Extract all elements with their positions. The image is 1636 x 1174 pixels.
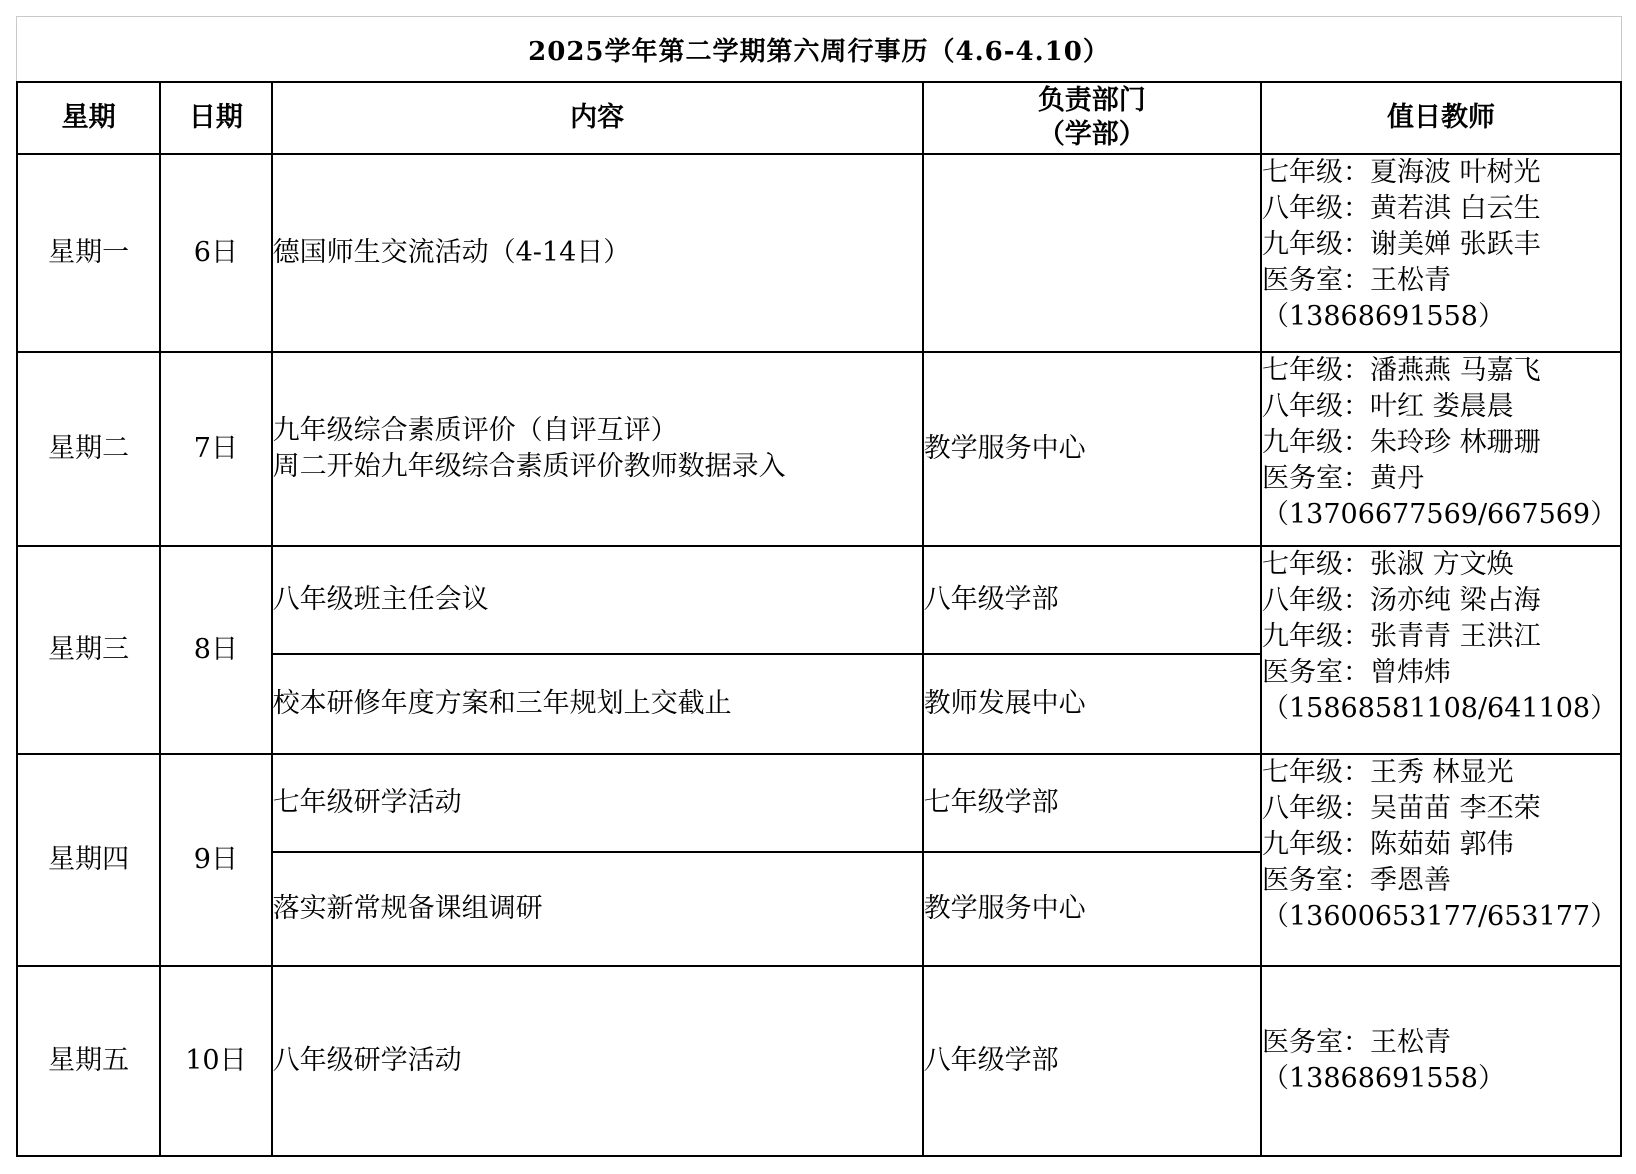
duty-line: 医务室：黄丹: [1261, 463, 1424, 494]
duty-line: （15868581108/641108）: [1261, 693, 1618, 724]
dept-cell: [923, 154, 1261, 352]
content-cell: [272, 352, 923, 546]
content-line: 落实新常规备课组调研: [272, 893, 543, 924]
duty-line: 九年级：谢美婵 张跃丰: [1261, 229, 1541, 260]
duty-line: 八年级：叶红 娄晨晨: [1261, 391, 1514, 422]
duty-line: （13706677569/667569）: [1261, 499, 1618, 530]
duty-line: 七年级：张淑 方文焕: [1261, 549, 1514, 580]
day-cell: 星期五: [17, 966, 160, 1156]
duty-line: （13868691558）: [1261, 1063, 1505, 1094]
duty-line: 医务室：季恩善: [1261, 865, 1451, 896]
header-date: 日期: [160, 82, 271, 154]
content-cell: [272, 754, 923, 852]
duty-cell: [1261, 754, 1621, 966]
duty-line: 医务室：曾炜炜: [1261, 657, 1451, 688]
header-duty: 值日教师: [1261, 82, 1621, 154]
content-cell: [272, 154, 923, 352]
duty-cell: [1261, 546, 1621, 754]
dept-cell: 教师发展中心: [923, 654, 1261, 754]
dept-cell: 七年级学部: [923, 754, 1261, 852]
duty-line: 七年级：王秀 林显光: [1261, 757, 1514, 788]
content-cell: [272, 852, 923, 966]
duty-line: 九年级：张青青 王洪江: [1261, 621, 1541, 652]
content-cell: [272, 966, 923, 1156]
duty-line: 七年级：潘燕燕 马嘉飞: [1261, 355, 1541, 386]
date-cell: 10日: [160, 966, 271, 1156]
duty-line: （13868691558）: [1261, 301, 1505, 332]
date-cell: 6日: [160, 154, 271, 352]
duty-line: 医务室：王松青: [1261, 1027, 1451, 1058]
content-cell: [272, 654, 923, 754]
header-content: 内容: [272, 82, 923, 154]
duty-line: 七年级：夏海波 叶树光: [1261, 157, 1541, 188]
duty-cell: [1261, 154, 1621, 352]
header-row: [17, 82, 1621, 154]
content-line: 校本研修年度方案和三年规划上交截止: [272, 688, 732, 719]
table-row: [17, 754, 1621, 852]
dept-cell: 八年级学部: [923, 546, 1261, 654]
schedule-table: [16, 81, 1622, 1157]
duty-line: 医务室：王松青: [1261, 265, 1451, 296]
duty-line: （13600653177/653177）: [1261, 901, 1618, 932]
header-dept: [923, 82, 1261, 154]
content-line: 九年级综合素质评价（自评互评）: [272, 415, 678, 446]
date-cell: 8日: [160, 546, 271, 754]
duty-line: 八年级：吴苗苗 李丕荣: [1261, 793, 1541, 824]
content-line: 周二开始九年级综合素质评价教师数据录入: [272, 451, 786, 482]
content-line: 七年级研学活动: [272, 787, 462, 818]
page-title: 2025学年第二学期第六周行事历（4.6-4.10）: [16, 16, 1622, 81]
content-line: 德国师生交流活动（4-14日）: [272, 237, 631, 268]
header-dept-line2: （学部）: [1037, 119, 1146, 150]
duty-line: 八年级：黄若淇 白云生: [1261, 193, 1541, 224]
day-cell: 星期三: [17, 546, 160, 754]
date-cell: 9日: [160, 754, 271, 966]
day-cell: 星期四: [17, 754, 160, 966]
content-line: 八年级班主任会议: [272, 584, 489, 615]
header-dept-line1: 负责部门: [1037, 85, 1146, 116]
header-day: 星期: [17, 82, 160, 154]
duty-line: 八年级：汤亦纯 梁占海: [1261, 585, 1541, 616]
duty-line: 九年级：朱玲珍 林珊珊: [1261, 427, 1541, 458]
dept-cell: 教学服务中心: [923, 852, 1261, 966]
date-cell: 7日: [160, 352, 271, 546]
duty-cell: [1261, 352, 1621, 546]
day-cell: 星期一: [17, 154, 160, 352]
day-cell: 星期二: [17, 352, 160, 546]
table-row: [17, 352, 1621, 546]
dept-cell: 八年级学部: [923, 966, 1261, 1156]
content-line: 八年级研学活动: [272, 1045, 462, 1076]
duty-cell: [1261, 966, 1621, 1156]
table-row: [17, 546, 1621, 654]
content-cell: [272, 546, 923, 654]
duty-line: 九年级：陈茹茹 郭伟: [1261, 829, 1514, 860]
dept-cell: 教学服务中心: [923, 352, 1261, 546]
table-row: [17, 966, 1621, 1156]
table-row: [17, 154, 1621, 352]
